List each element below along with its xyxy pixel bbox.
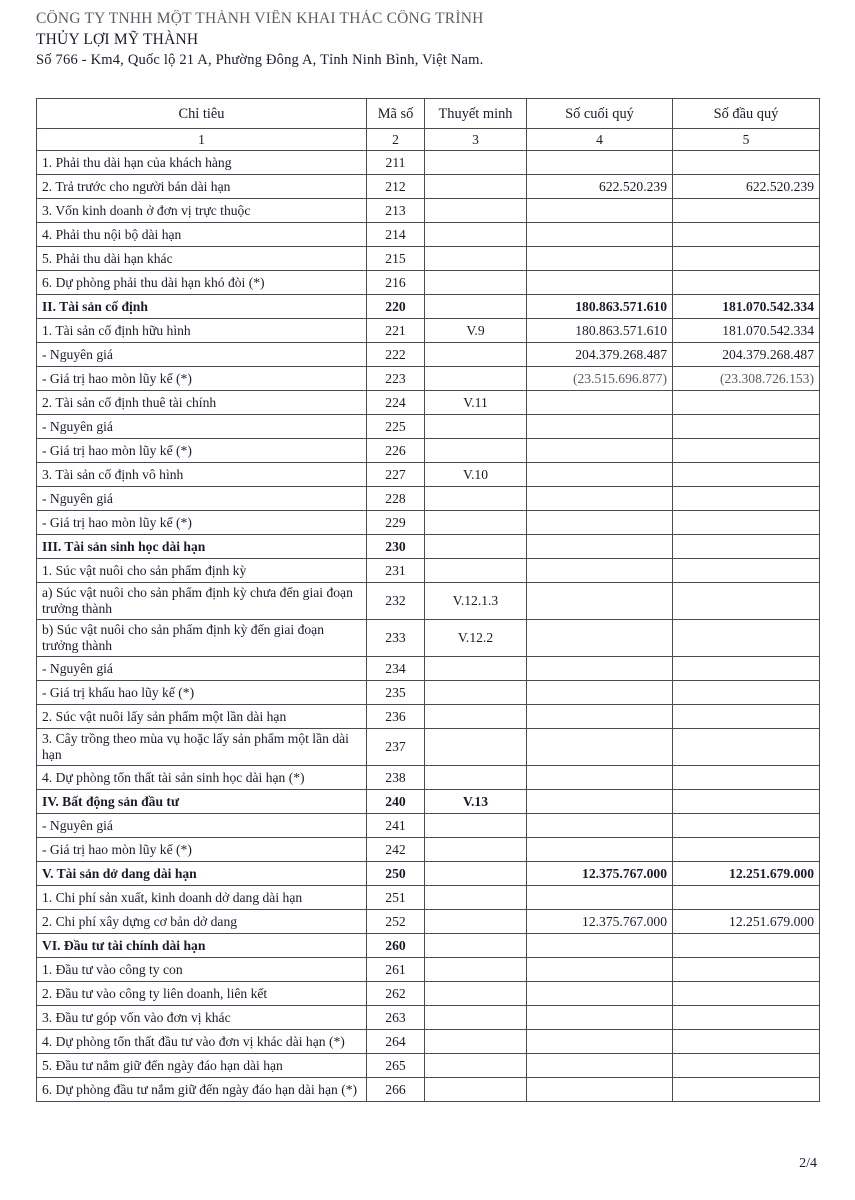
row-note bbox=[425, 247, 527, 271]
row-end-of-quarter-value bbox=[527, 439, 673, 463]
row-end-of-quarter-value bbox=[527, 958, 673, 982]
row-note: V.11 bbox=[425, 391, 527, 415]
table-row bbox=[37, 814, 820, 838]
table-row bbox=[37, 705, 820, 729]
row-beginning-of-quarter-value: 181.070.542.334 bbox=[673, 295, 820, 319]
row-code: 235 bbox=[367, 681, 425, 705]
table-row bbox=[37, 319, 820, 343]
row-note bbox=[425, 681, 527, 705]
row-note bbox=[425, 958, 527, 982]
row-beginning-of-quarter-value bbox=[673, 271, 820, 295]
row-beginning-of-quarter-value bbox=[673, 151, 820, 175]
row-note bbox=[425, 862, 527, 886]
row-beginning-of-quarter-value bbox=[673, 790, 820, 814]
row-note bbox=[425, 1054, 527, 1078]
row-indicator-label: 1. Đầu tư vào công ty con bbox=[37, 958, 367, 982]
row-note: V.9 bbox=[425, 319, 527, 343]
row-code: 266 bbox=[367, 1078, 425, 1102]
table-row bbox=[37, 367, 820, 391]
company-address: Số 766 - Km4, Quốc lộ 21 A, Phường Đông A, Tỉnh Ninh Bình, Việt Nam. bbox=[36, 52, 484, 68]
table-row bbox=[37, 862, 820, 886]
row-indicator-label: 3. Cây trồng theo mùa vụ hoặc lấy sản phẩm một lần dài hạn bbox=[37, 729, 367, 766]
row-beginning-of-quarter-value bbox=[673, 838, 820, 862]
row-code: 231 bbox=[367, 559, 425, 583]
page-number: 2/4 bbox=[799, 1156, 817, 1171]
row-indicator-label: - Giá trị hao mòn lũy kế (*) bbox=[37, 838, 367, 862]
row-code: 234 bbox=[367, 657, 425, 681]
row-end-of-quarter-value bbox=[527, 583, 673, 620]
column-header-end-of-quarter: Số cuối quý bbox=[527, 99, 673, 129]
row-indicator-label: 1. Chi phí sản xuất, kinh doanh dở dang dài hạn bbox=[37, 886, 367, 910]
row-note: V.12.2 bbox=[425, 620, 527, 657]
row-indicator-label: - Giá trị hao mòn lũy kế (*) bbox=[37, 367, 367, 391]
row-code: 242 bbox=[367, 838, 425, 862]
table-row bbox=[37, 681, 820, 705]
table-row bbox=[37, 415, 820, 439]
table-row bbox=[37, 511, 820, 535]
row-end-of-quarter-value: (23.515.696.877) bbox=[527, 367, 673, 391]
table-row bbox=[37, 790, 820, 814]
row-code: 228 bbox=[367, 487, 425, 511]
row-indicator-label: - Nguyên giá bbox=[37, 343, 367, 367]
row-indicator-label: III. Tài sản sinh học dài hạn bbox=[37, 535, 367, 559]
row-code: 226 bbox=[367, 439, 425, 463]
row-indicator-label: b) Súc vật nuôi cho sản phẩm định kỳ đến giai đoạn trưởng thành bbox=[37, 620, 367, 657]
row-code: 241 bbox=[367, 814, 425, 838]
row-end-of-quarter-value bbox=[527, 620, 673, 657]
row-note bbox=[425, 910, 527, 934]
row-end-of-quarter-value bbox=[527, 705, 673, 729]
row-beginning-of-quarter-value bbox=[673, 391, 820, 415]
table-row bbox=[37, 886, 820, 910]
row-note bbox=[425, 487, 527, 511]
row-code: 214 bbox=[367, 223, 425, 247]
row-beginning-of-quarter-value bbox=[673, 934, 820, 958]
row-indicator-label: 2. Tài sản cố định thuê tài chính bbox=[37, 391, 367, 415]
row-indicator-label: - Nguyên giá bbox=[37, 814, 367, 838]
row-beginning-of-quarter-value bbox=[673, 1054, 820, 1078]
table-row bbox=[37, 583, 820, 620]
column-number-3: 3 bbox=[425, 129, 527, 151]
table-row bbox=[37, 271, 820, 295]
row-beginning-of-quarter-value bbox=[673, 681, 820, 705]
row-indicator-label: 5. Phải thu dài hạn khác bbox=[37, 247, 367, 271]
row-note bbox=[425, 886, 527, 910]
row-note bbox=[425, 705, 527, 729]
row-indicator-label: 1. Súc vật nuôi cho sản phẩm định kỳ bbox=[37, 559, 367, 583]
row-beginning-of-quarter-value bbox=[673, 247, 820, 271]
row-indicator-label: II. Tài sản cố định bbox=[37, 295, 367, 319]
row-note bbox=[425, 982, 527, 1006]
row-code: 229 bbox=[367, 511, 425, 535]
table-row bbox=[37, 223, 820, 247]
row-end-of-quarter-value: 12.375.767.000 bbox=[527, 910, 673, 934]
row-indicator-label: - Nguyên giá bbox=[37, 415, 367, 439]
row-indicator-label: 4. Dự phòng tổn thất tài sản sinh học dài hạn (*) bbox=[37, 766, 367, 790]
row-note bbox=[425, 175, 527, 199]
row-code: 212 bbox=[367, 175, 425, 199]
row-code: 236 bbox=[367, 705, 425, 729]
row-end-of-quarter-value bbox=[527, 1030, 673, 1054]
table-row bbox=[37, 175, 820, 199]
column-header-beginning-of-quarter: Số đầu quý bbox=[673, 99, 820, 129]
row-note bbox=[425, 295, 527, 319]
row-note: V.13 bbox=[425, 790, 527, 814]
row-end-of-quarter-value bbox=[527, 199, 673, 223]
row-beginning-of-quarter-value bbox=[673, 1078, 820, 1102]
row-indicator-label: 2. Trả trước cho người bán dài hạn bbox=[37, 175, 367, 199]
table-row bbox=[37, 766, 820, 790]
row-indicator-label: 3. Đầu tư góp vốn vào đơn vị khác bbox=[37, 1006, 367, 1030]
row-note bbox=[425, 199, 527, 223]
row-code: 250 bbox=[367, 862, 425, 886]
company-name-line-1: CÔNG TY TNHH MỘT THÀNH VIÊN KHAI THÁC CÔNG TRÌNH bbox=[36, 10, 484, 27]
row-end-of-quarter-value bbox=[527, 487, 673, 511]
document-header bbox=[36, 8, 636, 70]
row-beginning-of-quarter-value bbox=[673, 199, 820, 223]
row-indicator-label: 4. Dự phòng tổn thất đầu tư vào đơn vị khác dài hạn (*) bbox=[37, 1030, 367, 1054]
row-beginning-of-quarter-value bbox=[673, 766, 820, 790]
row-indicator-label: - Nguyên giá bbox=[37, 657, 367, 681]
row-note: V.12.1.3 bbox=[425, 583, 527, 620]
row-beginning-of-quarter-value bbox=[673, 439, 820, 463]
row-beginning-of-quarter-value bbox=[673, 559, 820, 583]
row-indicator-label: - Giá trị khấu hao lũy kế (*) bbox=[37, 681, 367, 705]
row-indicator-label: 4. Phải thu nội bộ dài hạn bbox=[37, 223, 367, 247]
row-note bbox=[425, 223, 527, 247]
row-indicator-label: IV. Bất động sản đầu tư bbox=[37, 790, 367, 814]
row-beginning-of-quarter-value: 12.251.679.000 bbox=[673, 862, 820, 886]
row-end-of-quarter-value: 180.863.571.610 bbox=[527, 319, 673, 343]
row-code: 240 bbox=[367, 790, 425, 814]
row-end-of-quarter-value: 204.379.268.487 bbox=[527, 343, 673, 367]
row-indicator-label: a) Súc vật nuôi cho sản phẩm định kỳ chưa đến giai đoạn trưởng thành bbox=[37, 583, 367, 620]
row-beginning-of-quarter-value bbox=[673, 415, 820, 439]
row-end-of-quarter-value bbox=[527, 511, 673, 535]
table-row bbox=[37, 535, 820, 559]
row-end-of-quarter-value bbox=[527, 790, 673, 814]
row-beginning-of-quarter-value bbox=[673, 729, 820, 766]
table-row bbox=[37, 1078, 820, 1102]
row-code: 216 bbox=[367, 271, 425, 295]
row-indicator-label: 2. Đầu tư vào công ty liên doanh, liên kết bbox=[37, 982, 367, 1006]
row-indicator-label: 6. Dự phòng phải thu dài hạn khó đòi (*) bbox=[37, 271, 367, 295]
column-number-2: 2 bbox=[367, 129, 425, 151]
row-indicator-label: 1. Phải thu dài hạn của khách hàng bbox=[37, 151, 367, 175]
column-number-5: 5 bbox=[673, 129, 820, 151]
row-indicator-label: - Giá trị hao mòn lũy kế (*) bbox=[37, 511, 367, 535]
row-indicator-label: 5. Đầu tư nắm giữ đến ngày đáo hạn dài hạn bbox=[37, 1054, 367, 1078]
row-code: 223 bbox=[367, 367, 425, 391]
row-end-of-quarter-value bbox=[527, 657, 673, 681]
row-beginning-of-quarter-value: 181.070.542.334 bbox=[673, 319, 820, 343]
row-indicator-label: 3. Vốn kinh doanh ở đơn vị trực thuộc bbox=[37, 199, 367, 223]
row-beginning-of-quarter-value bbox=[673, 814, 820, 838]
row-end-of-quarter-value bbox=[527, 1006, 673, 1030]
row-beginning-of-quarter-value bbox=[673, 223, 820, 247]
row-beginning-of-quarter-value bbox=[673, 1006, 820, 1030]
row-indicator-label: 2. Súc vật nuôi lấy sản phẩm một lần dài hạn bbox=[37, 705, 367, 729]
column-header-indicator: Chỉ tiêu bbox=[37, 99, 367, 129]
row-note bbox=[425, 1006, 527, 1030]
row-end-of-quarter-value bbox=[527, 814, 673, 838]
table-row bbox=[37, 151, 820, 175]
row-beginning-of-quarter-value bbox=[673, 620, 820, 657]
row-note bbox=[425, 271, 527, 295]
table-row bbox=[37, 1006, 820, 1030]
row-beginning-of-quarter-value bbox=[673, 511, 820, 535]
table-row bbox=[37, 982, 820, 1006]
table-row bbox=[37, 343, 820, 367]
row-code: 233 bbox=[367, 620, 425, 657]
row-end-of-quarter-value bbox=[527, 559, 673, 583]
table-row bbox=[37, 838, 820, 862]
row-end-of-quarter-value bbox=[527, 247, 673, 271]
row-indicator-label: VI. Đầu tư tài chính dài hạn bbox=[37, 934, 367, 958]
row-code: 232 bbox=[367, 583, 425, 620]
row-beginning-of-quarter-value bbox=[673, 1030, 820, 1054]
row-note bbox=[425, 367, 527, 391]
table-row bbox=[37, 487, 820, 511]
row-end-of-quarter-value bbox=[527, 766, 673, 790]
row-code: 213 bbox=[367, 199, 425, 223]
row-note bbox=[425, 439, 527, 463]
row-end-of-quarter-value bbox=[527, 982, 673, 1006]
row-beginning-of-quarter-value: 622.520.239 bbox=[673, 175, 820, 199]
row-code: 221 bbox=[367, 319, 425, 343]
row-code: 252 bbox=[367, 910, 425, 934]
table-row bbox=[37, 1054, 820, 1078]
row-indicator-label: 2. Chi phí xây dựng cơ bản dở dang bbox=[37, 910, 367, 934]
table-row bbox=[37, 934, 820, 958]
row-end-of-quarter-value bbox=[527, 223, 673, 247]
table-row bbox=[37, 391, 820, 415]
financial-statement-table bbox=[36, 98, 820, 1102]
table-row bbox=[37, 295, 820, 319]
row-code: 264 bbox=[367, 1030, 425, 1054]
row-end-of-quarter-value bbox=[527, 415, 673, 439]
row-end-of-quarter-value: 622.520.239 bbox=[527, 175, 673, 199]
row-beginning-of-quarter-value: 204.379.268.487 bbox=[673, 343, 820, 367]
row-end-of-quarter-value bbox=[527, 729, 673, 766]
row-note bbox=[425, 535, 527, 559]
table-row bbox=[37, 657, 820, 681]
row-beginning-of-quarter-value bbox=[673, 886, 820, 910]
row-beginning-of-quarter-value bbox=[673, 958, 820, 982]
row-note bbox=[425, 511, 527, 535]
row-note bbox=[425, 1030, 527, 1054]
row-code: 225 bbox=[367, 415, 425, 439]
row-note bbox=[425, 415, 527, 439]
row-note bbox=[425, 1078, 527, 1102]
row-end-of-quarter-value bbox=[527, 391, 673, 415]
column-number-4: 4 bbox=[527, 129, 673, 151]
table-row bbox=[37, 247, 820, 271]
row-code: 261 bbox=[367, 958, 425, 982]
column-number-1: 1 bbox=[37, 129, 367, 151]
table-header-row bbox=[37, 99, 820, 129]
row-code: 260 bbox=[367, 934, 425, 958]
row-indicator-label: 1. Tài sản cố định hữu hình bbox=[37, 319, 367, 343]
row-end-of-quarter-value bbox=[527, 838, 673, 862]
row-end-of-quarter-value: 12.375.767.000 bbox=[527, 862, 673, 886]
row-note bbox=[425, 343, 527, 367]
row-indicator-label: - Giá trị hao mòn lũy kế (*) bbox=[37, 439, 367, 463]
row-end-of-quarter-value bbox=[527, 463, 673, 487]
row-code: 224 bbox=[367, 391, 425, 415]
row-code: 265 bbox=[367, 1054, 425, 1078]
table-row bbox=[37, 559, 820, 583]
row-code: 211 bbox=[367, 151, 425, 175]
table-column-number-row bbox=[37, 129, 820, 151]
row-code: 251 bbox=[367, 886, 425, 910]
row-code: 227 bbox=[367, 463, 425, 487]
row-code: 238 bbox=[367, 766, 425, 790]
column-header-code: Mã số bbox=[367, 99, 425, 129]
row-note: V.10 bbox=[425, 463, 527, 487]
row-beginning-of-quarter-value: (23.308.726.153) bbox=[673, 367, 820, 391]
table-row bbox=[37, 439, 820, 463]
row-end-of-quarter-value bbox=[527, 271, 673, 295]
row-code: 237 bbox=[367, 729, 425, 766]
row-indicator-label: V. Tài sản dở dang dài hạn bbox=[37, 862, 367, 886]
table-row bbox=[37, 620, 820, 657]
row-code: 262 bbox=[367, 982, 425, 1006]
row-code: 220 bbox=[367, 295, 425, 319]
row-code: 263 bbox=[367, 1006, 425, 1030]
row-end-of-quarter-value bbox=[527, 681, 673, 705]
row-beginning-of-quarter-value bbox=[673, 705, 820, 729]
row-end-of-quarter-value bbox=[527, 934, 673, 958]
row-beginning-of-quarter-value bbox=[673, 583, 820, 620]
row-beginning-of-quarter-value: 12.251.679.000 bbox=[673, 910, 820, 934]
table-row bbox=[37, 729, 820, 766]
row-note bbox=[425, 151, 527, 175]
row-note bbox=[425, 766, 527, 790]
row-indicator-label: 3. Tài sản cố định vô hình bbox=[37, 463, 367, 487]
row-beginning-of-quarter-value bbox=[673, 535, 820, 559]
row-note bbox=[425, 729, 527, 766]
row-end-of-quarter-value bbox=[527, 1078, 673, 1102]
row-indicator-label: - Nguyên giá bbox=[37, 487, 367, 511]
table-row bbox=[37, 1030, 820, 1054]
row-beginning-of-quarter-value bbox=[673, 657, 820, 681]
row-beginning-of-quarter-value bbox=[673, 982, 820, 1006]
row-code: 230 bbox=[367, 535, 425, 559]
table-row bbox=[37, 910, 820, 934]
row-beginning-of-quarter-value bbox=[673, 487, 820, 511]
row-end-of-quarter-value bbox=[527, 1054, 673, 1078]
row-end-of-quarter-value bbox=[527, 151, 673, 175]
row-end-of-quarter-value: 180.863.571.610 bbox=[527, 295, 673, 319]
table-row bbox=[37, 463, 820, 487]
row-code: 215 bbox=[367, 247, 425, 271]
row-note bbox=[425, 934, 527, 958]
row-indicator-label: 6. Dự phòng đầu tư nắm giữ đến ngày đáo hạn dài hạn (*) bbox=[37, 1078, 367, 1102]
row-code: 222 bbox=[367, 343, 425, 367]
company-name-line-2: THỦY LỢI MỸ THÀNH bbox=[36, 31, 199, 48]
row-end-of-quarter-value bbox=[527, 886, 673, 910]
row-note bbox=[425, 559, 527, 583]
row-note bbox=[425, 814, 527, 838]
row-end-of-quarter-value bbox=[527, 535, 673, 559]
table-body bbox=[37, 151, 820, 1102]
row-note bbox=[425, 838, 527, 862]
table-row bbox=[37, 958, 820, 982]
table-row bbox=[37, 199, 820, 223]
column-header-note: Thuyết minh bbox=[425, 99, 527, 129]
row-beginning-of-quarter-value bbox=[673, 463, 820, 487]
row-note bbox=[425, 657, 527, 681]
